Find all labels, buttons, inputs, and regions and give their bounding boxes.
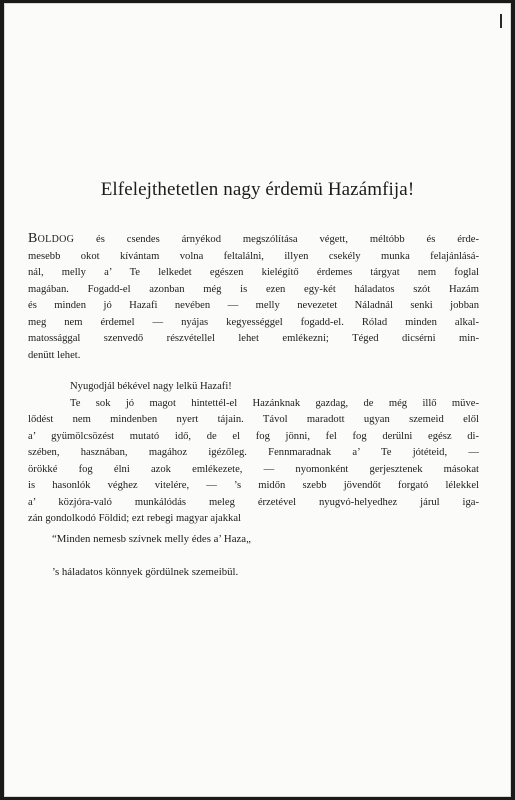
text-line: a’ gyümölcsözést mutató idő, de el fog jönni, fel fog derülni egész di-	[28, 430, 479, 442]
paragraph-farewell	[28, 379, 479, 528]
text-line: a’ közjóra-való munkálódás meleg érzetével nyugvó-helyedhez járul iga-	[28, 496, 479, 508]
closing-line: ’s háladatos könnyek gördülnek szemeibül.	[52, 566, 239, 578]
text-line: és minden jó Hazafi nevében — melly nevezetet Náladnál senki jobban	[28, 300, 479, 311]
corner-mark	[500, 14, 502, 28]
text-line: magában. Fogadd-el azonban még is ezen egy-két háladatos szót Hazám	[28, 283, 479, 295]
text-line: Te sok jó magot hintettél-el Hazánknak gazdag, de még illő müve-	[70, 397, 479, 409]
text-line: nál, melly a’ Te lelkedet egészen kielégítő érdemes tárgyat nem foglal	[28, 267, 479, 278]
opening-word: Boldog	[28, 231, 75, 246]
text-line: meg nem érdemel — nyájas kegyességgel fogadd-el. Rólad minden alkal-	[28, 316, 479, 328]
text-line: örökké fog élni azok emlékezete, — nyomonként gerjesztenek másokat	[28, 463, 479, 475]
text-line: szében, hasznában, magához igézőleg. Fennmaradnak a’ Te jótéteid, —	[28, 447, 479, 458]
text-line: zán gondolkodó Földid; ezt rebegi magyar ajakkal	[28, 513, 241, 524]
text-line: Boldog és csendes árnyékod megszólítása végett, méltóbb és érde-	[28, 231, 479, 246]
text-line: matossággal szenvedő részvétellel lehet emlékezni; Téged dicsérni min-	[28, 333, 479, 344]
quote-line: “Minden nemesb szívnek melly édes a’ Haza„	[52, 533, 251, 545]
paragraph-dedication	[28, 231, 479, 364]
text-line: lődést nem mindenben nyert tájain. Távol maradott ugyan szemeid elől	[28, 414, 479, 425]
text-line: denütt lehet.	[28, 349, 81, 361]
text-line: is hasonlók véghez vitelére, — ’s midőn szebb jövendőt forgató lélekkel	[28, 480, 479, 491]
text-line: mesebb okot kívántam volna feltalálni, illyen csekély munka felajánlásá-	[28, 250, 479, 262]
page-title: Elfelejthetetlen nagy érdemü Hazámfija!	[100, 179, 415, 200]
document-page	[4, 3, 511, 797]
text-line: Nyugodjál békével nagy lelkü Hazafi!	[70, 381, 232, 392]
